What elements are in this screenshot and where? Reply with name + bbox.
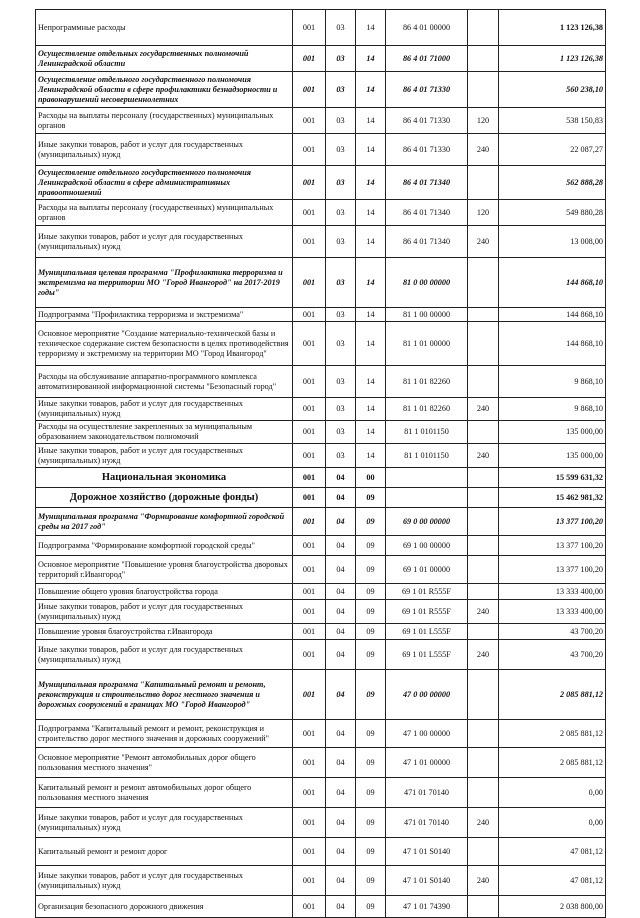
row-amount: 144 868,10 [499,258,606,308]
row-subsection-code: 14 [356,166,386,200]
row-target-article: 86 4 01 71000 [386,46,468,72]
row-admin-code: 001 [293,366,326,398]
row-amount: 144 868,10 [499,308,606,322]
row-name: Иные закупки товаров, работ и услуг для государственных (муниципальных) нужд [36,866,293,896]
row-subsection-code: 14 [356,10,386,46]
row-name: Осуществление отдельного государственного полномочия Ленинградской области в сфере административных правоотношений [36,166,293,200]
row-section-code: 03 [326,226,356,258]
row-expense-type [468,366,499,398]
row-name: Повышение уровня благоустройства г.Ивангорода [36,624,293,640]
row-amount: 2 038 800,00 [499,896,606,918]
row-name: Иные закупки товаров, работ и услуг для государственных (муниципальных) нужд [36,134,293,166]
row-admin-code: 001 [293,72,326,108]
table-row [36,322,606,366]
row-target-article [386,488,468,508]
row-target-article: 47 1 01 S0140 [386,866,468,896]
row-name: Муниципальная целевая программа "Профилактика терроризма и экстремизма на территории МО "Город Ивангород" на 2017-2019 годы" [36,258,293,308]
row-subsection-code: 14 [356,398,386,421]
row-section-code: 03 [326,46,356,72]
row-section-code: 04 [326,896,356,918]
row-target-article: 81 1 01 82260 [386,398,468,421]
row-amount: 22 087,27 [499,134,606,166]
row-admin-code: 001 [293,808,326,838]
table-row [36,720,606,748]
row-name: Капитальный ремонт и ремонт дорог [36,838,293,866]
row-subsection-code: 00 [356,468,386,488]
table-row [36,866,606,896]
table-row [36,398,606,421]
row-section-code: 04 [326,556,356,584]
row-admin-code: 001 [293,134,326,166]
row-target-article: 69 1 01 00000 [386,556,468,584]
row-admin-code: 001 [293,536,326,556]
row-amount: 9 868,10 [499,398,606,421]
table-row [36,778,606,808]
table-row [36,488,606,508]
table-row [36,896,606,918]
row-admin-code: 001 [293,308,326,322]
row-admin-code: 001 [293,488,326,508]
row-target-article: 81 1 0101150 [386,444,468,468]
row-subsection-code: 09 [356,536,386,556]
row-section-code: 04 [326,488,356,508]
row-expense-type [468,166,499,200]
row-name: Иные закупки товаров, работ и услуг для государственных (муниципальных) нужд [36,640,293,670]
row-subsection-code: 14 [356,421,386,444]
row-target-article: 86 4 01 71330 [386,134,468,166]
row-expense-type [468,488,499,508]
row-subsection-code: 14 [356,226,386,258]
row-subsection-code: 14 [356,46,386,72]
row-subsection-code: 09 [356,838,386,866]
row-amount: 15 462 981,32 [499,488,606,508]
row-target-article: 69 1 00 00000 [386,536,468,556]
table-row [36,670,606,720]
row-expense-type [468,584,499,600]
row-name: Муниципальная программа "Формирование комфортной городской среды на 2017 год" [36,508,293,536]
row-admin-code: 001 [293,226,326,258]
row-amount: 15 599 631,32 [499,468,606,488]
row-name: Основное мероприятие "Ремонт автомобильных дорог общего пользования местного значения" [36,748,293,778]
row-subsection-code: 09 [356,670,386,720]
row-amount: 0,00 [499,778,606,808]
table-row [36,200,606,226]
row-subsection-code: 14 [356,308,386,322]
row-subsection-code: 09 [356,624,386,640]
row-target-article: 47 1 00 00000 [386,720,468,748]
row-admin-code: 001 [293,10,326,46]
row-expense-type [468,748,499,778]
row-section-code: 04 [326,508,356,536]
row-admin-code: 001 [293,640,326,670]
row-subsection-code: 14 [356,200,386,226]
row-section-code: 04 [326,600,356,624]
table-row [36,508,606,536]
row-target-article: 81 1 01 00000 [386,322,468,366]
row-expense-type [468,468,499,488]
row-target-article: 86 4 01 71340 [386,166,468,200]
row-name: Основное мероприятие "Повышение уровня благоустройства дворовых территорий г.Ивангород" [36,556,293,584]
table-row [36,226,606,258]
row-target-article: 86 4 01 71340 [386,226,468,258]
row-admin-code: 001 [293,624,326,640]
row-admin-code: 001 [293,46,326,72]
row-name: Подпрограмма "Капитальный ремонт и ремонт, реконструкция и строительство дорог местного значения и дорожных сооружений" [36,720,293,748]
row-amount: 13 333 400,00 [499,600,606,624]
row-expense-type [468,536,499,556]
table-row [36,72,606,108]
row-amount: 135 000,00 [499,421,606,444]
row-target-article: 86 4 01 71330 [386,108,468,134]
row-section-code: 04 [326,866,356,896]
row-target-article: 86 4 01 00000 [386,10,468,46]
row-target-article [386,468,468,488]
row-expense-type [468,670,499,720]
row-section-code: 03 [326,444,356,468]
row-subsection-code: 14 [356,444,386,468]
row-admin-code: 001 [293,838,326,866]
budget-table [35,9,606,918]
row-section-code: 04 [326,624,356,640]
row-amount: 549 880,28 [499,200,606,226]
table-row [36,748,606,778]
row-expense-type [468,556,499,584]
row-name: Подпрограмма "Формирование комфортной городской среды" [36,536,293,556]
row-admin-code: 001 [293,556,326,584]
row-name: Непрограммные расходы [36,10,293,46]
row-target-article: 47 1 01 74390 [386,896,468,918]
table-row [36,640,606,670]
row-admin-code: 001 [293,258,326,308]
table-row [36,838,606,866]
row-subsection-code: 09 [356,640,386,670]
row-section-code: 04 [326,584,356,600]
row-target-article: 69 1 01 L555F [386,624,468,640]
row-expense-type: 240 [468,808,499,838]
table-row [36,556,606,584]
row-target-article: 81 1 00 00000 [386,308,468,322]
row-expense-type [468,308,499,322]
row-name: Расходы на обслуживание аппаратно-программного комплекса автоматизированной информационной системы "Безопасный город" [36,366,293,398]
row-expense-type [468,838,499,866]
row-section-code: 03 [326,166,356,200]
row-subsection-code: 14 [356,108,386,134]
row-target-article: 81 1 01 82260 [386,366,468,398]
row-amount: 144 868,10 [499,322,606,366]
row-target-article: 86 4 01 71340 [386,200,468,226]
row-admin-code: 001 [293,584,326,600]
row-admin-code: 001 [293,444,326,468]
row-subsection-code: 09 [356,556,386,584]
row-target-article: 86 4 01 71330 [386,72,468,108]
table-row [36,808,606,838]
row-expense-type: 240 [468,866,499,896]
row-section-code: 03 [326,258,356,308]
row-target-article: 47 1 01 S0140 [386,838,468,866]
row-name: Расходы на выплаты персоналу (государственных) муниципальных органов [36,200,293,226]
row-target-article: 81 1 0101150 [386,421,468,444]
row-expense-type: 120 [468,108,499,134]
row-amount: 13 333 400,00 [499,584,606,600]
row-amount: 562 888,28 [499,166,606,200]
row-section-code: 03 [326,134,356,166]
row-amount: 47 081,12 [499,838,606,866]
row-target-article: 69 1 01 L555F [386,640,468,670]
table-row [36,624,606,640]
row-expense-type: 240 [468,398,499,421]
table-row [36,308,606,322]
row-admin-code: 001 [293,670,326,720]
row-expense-type [468,258,499,308]
row-amount: 560 238,10 [499,72,606,108]
row-target-article: 47 0 00 00000 [386,670,468,720]
row-subsection-code: 09 [356,508,386,536]
row-amount: 13 377 100,20 [499,536,606,556]
row-admin-code: 001 [293,200,326,226]
row-expense-type [468,720,499,748]
row-section-code: 03 [326,421,356,444]
row-amount: 2 085 881,12 [499,720,606,748]
row-target-article: 47 1 01 00000 [386,748,468,778]
row-name: Иные закупки товаров, работ и услуг для государственных (муниципальных) нужд [36,808,293,838]
table-row [36,444,606,468]
row-amount: 2 085 881,12 [499,670,606,720]
row-section-code: 03 [326,398,356,421]
row-amount: 9 868,10 [499,366,606,398]
row-name: Иные закупки товаров, работ и услуг для государственных (муниципальных) нужд [36,600,293,624]
row-amount: 2 085 881,12 [499,748,606,778]
table-row [36,421,606,444]
row-name: Расходы на выплаты персоналу (государственных) муниципальных органов [36,108,293,134]
row-expense-type: 240 [468,444,499,468]
row-name: Осуществление отдельных государственных полномочий Ленинградской области [36,46,293,72]
table-row [36,366,606,398]
row-admin-code: 001 [293,398,326,421]
row-expense-type: 120 [468,200,499,226]
table-row [36,584,606,600]
row-amount: 43 700,20 [499,640,606,670]
row-section-code: 04 [326,808,356,838]
row-subsection-code: 14 [356,258,386,308]
row-amount: 538 150,83 [499,108,606,134]
row-subsection-code: 14 [356,72,386,108]
table-row [36,600,606,624]
row-admin-code: 001 [293,866,326,896]
row-amount: 135 000,00 [499,444,606,468]
row-name: Повышение общего уровня благоустройства города [36,584,293,600]
row-target-article: 471 01 70140 [386,808,468,838]
row-name: Национальная экономика [36,468,293,488]
row-subsection-code: 09 [356,866,386,896]
row-name: Муниципальная программа "Капитальный ремонт и ремонт, реконструкция и строительство дорог местного значения и дорожных сооружений в границах МО "Город Ивангород" [36,670,293,720]
table-row [36,258,606,308]
row-expense-type: 240 [468,600,499,624]
row-section-code: 04 [326,468,356,488]
row-subsection-code: 09 [356,778,386,808]
row-expense-type [468,624,499,640]
table-row [36,10,606,46]
row-expense-type: 240 [468,134,499,166]
row-expense-type: 240 [468,640,499,670]
row-section-code: 04 [326,778,356,808]
row-name: Расходы на осуществление закрепленных за муниципальным образованием законодательством полномочий [36,421,293,444]
row-admin-code: 001 [293,508,326,536]
table-row [36,108,606,134]
table-row [36,536,606,556]
row-name: Организация безопасного дорожного движения [36,896,293,918]
table-row [36,134,606,166]
row-name: Основное мероприятие "Создание материально-технической базы и техническое содержание систем безопасности в целях противодействия терроризму и экстремизму на территории МО "Город Ивангород" [36,322,293,366]
row-subsection-code: 09 [356,896,386,918]
row-name: Дорожное хозяйство (дорожные фонды) [36,488,293,508]
row-admin-code: 001 [293,720,326,748]
row-expense-type [468,322,499,366]
row-expense-type [468,896,499,918]
row-amount: 1 123 126,38 [499,46,606,72]
row-admin-code: 001 [293,600,326,624]
row-target-article: 81 0 00 00000 [386,258,468,308]
row-name: Осуществление отдельного государственного полномочия Ленинградской области в сфере профилактики безнадзорности и правонарушений несовершеннолетних [36,72,293,108]
row-name: Иные закупки товаров, работ и услуг для государственных (муниципальных) нужд [36,226,293,258]
row-admin-code: 001 [293,748,326,778]
row-expense-type [468,421,499,444]
row-section-code: 03 [326,72,356,108]
row-expense-type: 240 [468,226,499,258]
row-name: Иные закупки товаров, работ и услуг для государственных (муниципальных) нужд [36,444,293,468]
row-expense-type [468,778,499,808]
row-name: Иные закупки товаров, работ и услуг для государственных (муниципальных) нужд [36,398,293,421]
row-subsection-code: 09 [356,808,386,838]
row-target-article: 471 01 70140 [386,778,468,808]
row-target-article: 69 0 00 00000 [386,508,468,536]
row-section-code: 03 [326,322,356,366]
row-admin-code: 001 [293,896,326,918]
row-section-code: 03 [326,200,356,226]
row-amount: 1 123 126,38 [499,10,606,46]
row-section-code: 03 [326,308,356,322]
row-subsection-code: 14 [356,322,386,366]
row-subsection-code: 09 [356,720,386,748]
row-section-code: 04 [326,748,356,778]
budget-document [35,9,605,918]
row-subsection-code: 09 [356,600,386,624]
row-name: Подпрограмма "Профилактика терроризма и экстремизма" [36,308,293,322]
row-admin-code: 001 [293,108,326,134]
row-amount: 0,00 [499,808,606,838]
row-target-article: 69 1 01 R555F [386,600,468,624]
row-admin-code: 001 [293,778,326,808]
row-target-article: 69 1 01 R555F [386,584,468,600]
row-expense-type [468,46,499,72]
row-expense-type [468,72,499,108]
row-section-code: 04 [326,838,356,866]
row-subsection-code: 09 [356,488,386,508]
row-amount: 43 700,20 [499,624,606,640]
table-row [36,166,606,200]
row-section-code: 03 [326,366,356,398]
row-subsection-code: 14 [356,366,386,398]
row-admin-code: 001 [293,166,326,200]
table-row [36,46,606,72]
row-section-code: 04 [326,720,356,748]
table-row [36,468,606,488]
row-section-code: 04 [326,670,356,720]
budget-table-body [36,10,606,918]
row-subsection-code: 09 [356,748,386,778]
row-admin-code: 001 [293,322,326,366]
row-name: Капитальный ремонт и ремонт автомобильных дорог общего пользования местного значения [36,778,293,808]
row-admin-code: 001 [293,421,326,444]
row-amount: 47 081,12 [499,866,606,896]
row-section-code: 03 [326,108,356,134]
row-expense-type [468,10,499,46]
row-expense-type [468,508,499,536]
row-section-code: 03 [326,10,356,46]
row-amount: 13 008,00 [499,226,606,258]
row-section-code: 04 [326,536,356,556]
row-subsection-code: 14 [356,134,386,166]
row-admin-code: 001 [293,468,326,488]
row-amount: 13 377 100,20 [499,508,606,536]
row-section-code: 04 [326,640,356,670]
row-amount: 13 377 100,20 [499,556,606,584]
row-subsection-code: 09 [356,584,386,600]
